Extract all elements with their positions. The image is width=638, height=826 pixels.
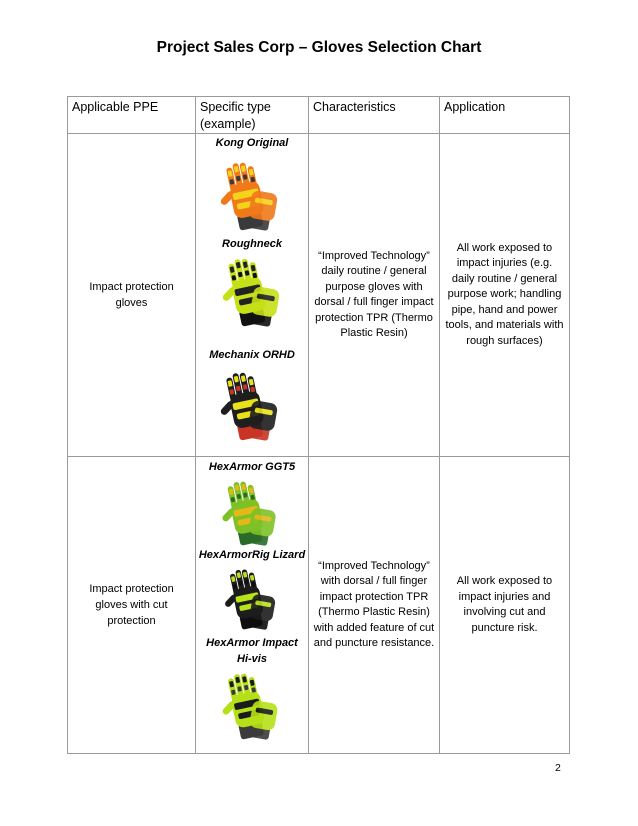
header-application: Application: [440, 97, 570, 134]
gloves-selection-table: [67, 96, 570, 754]
glove-image-roughneck: [218, 256, 286, 328]
page-number: 2: [555, 762, 561, 774]
glove-label: Roughneck: [222, 238, 282, 250]
glove-label: HexArmorRig Lizard: [198, 549, 306, 561]
glove-label: HexArmor GGT5: [208, 461, 296, 473]
ppe-cell: Impact protection gloves: [68, 134, 196, 457]
glove-label: Kong Original: [215, 137, 289, 149]
header-specific-type: Specific type (example): [196, 97, 309, 134]
table-row: [68, 134, 570, 457]
application-cell: All work exposed to impact injuries (e.g. daily routine / general purpose work; handling pipe, hand and power tools, and materials with rough surfaces): [440, 134, 570, 457]
glove-image-impact-hi-vis: [216, 671, 286, 741]
ppe-cell: Impact protection gloves with cut protection: [68, 457, 196, 754]
glove-image-ggt5: [216, 479, 284, 547]
characteristics-cell: “Improved Technology” daily routine / general purpose gloves with dorsal / full finger impact protection TPR (Thermo Plastic Resin): [309, 134, 440, 457]
glove-image-kong: [216, 160, 284, 232]
application-cell: All work exposed to impact injuries and involving cut and puncture risk.: [440, 457, 570, 754]
header-characteristics: Characteristics: [309, 97, 440, 134]
glove-image-mechanix: [214, 370, 286, 442]
characteristics-cell: “Improved Technology” with dorsal / full finger impact protection TPR (Thermo Plastic Resin) with added feature of cut and puncture resistance.: [309, 457, 440, 754]
table-row: [68, 457, 570, 754]
glove-image-rig-lizard: [218, 567, 284, 631]
page-title: Project Sales Corp – Gloves Selection Chart: [156, 39, 482, 56]
glove-label: HexArmor Impact Hi-vis: [206, 637, 298, 665]
types-cell: [196, 457, 309, 754]
table-header-row: [68, 97, 570, 134]
header-applicable-ppe: Applicable PPE: [68, 97, 196, 134]
glove-label: Mechanix ORHD: [209, 349, 295, 361]
types-cell: [196, 134, 309, 457]
